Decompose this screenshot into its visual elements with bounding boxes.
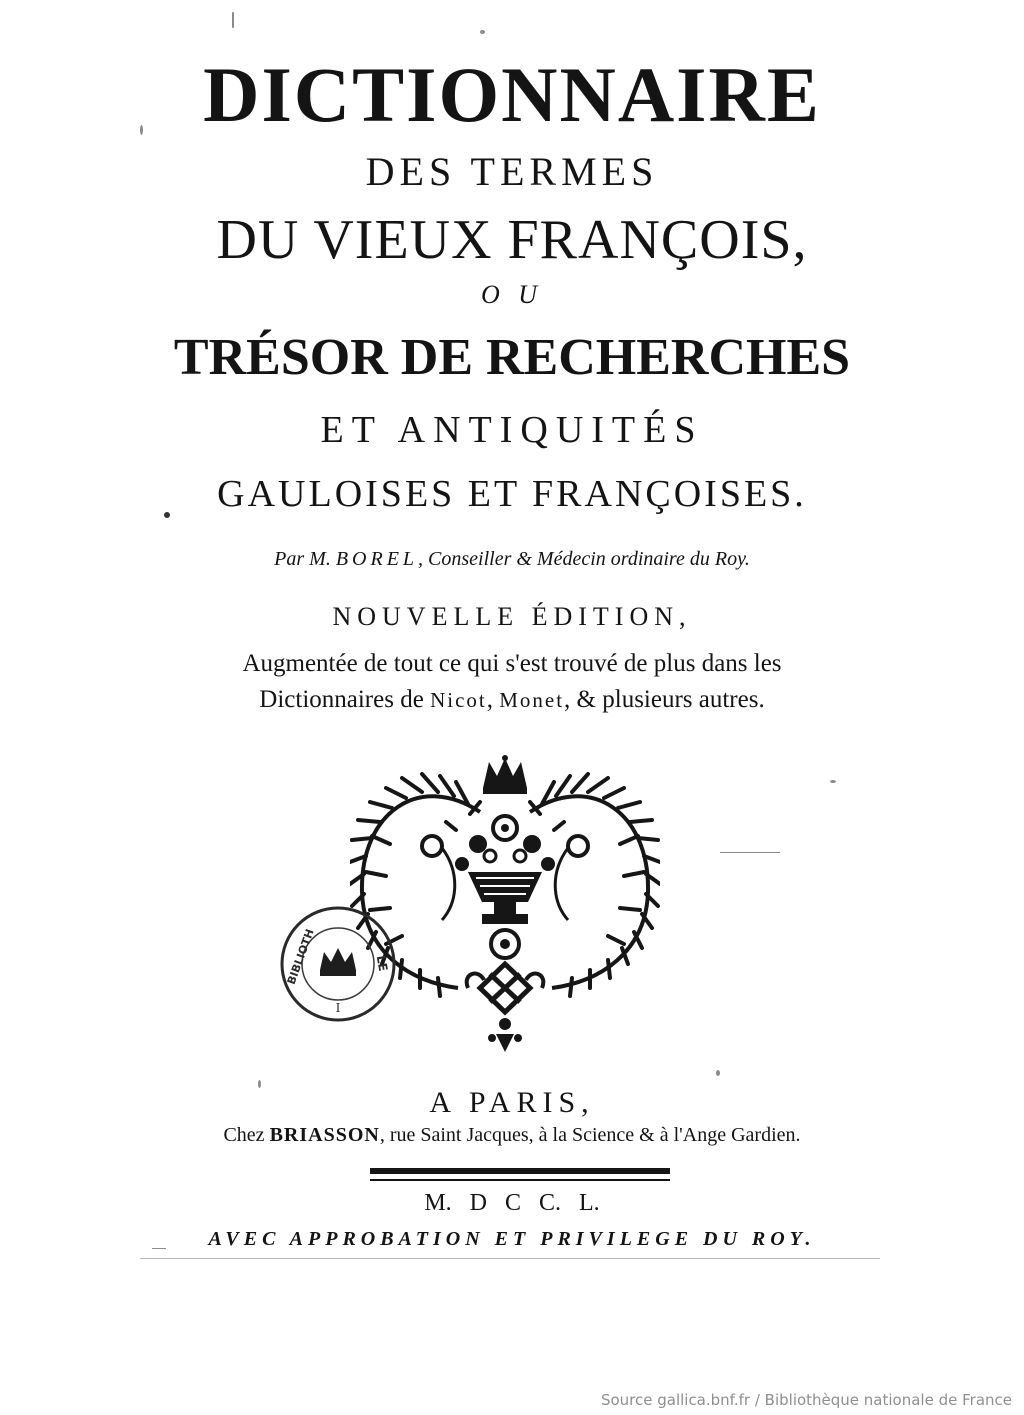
stamp-text-right: LE [373,954,391,973]
imprint-year: M. D C C. L. [424,1190,600,1216]
book-title: DICTIONNAIRE [203,51,821,138]
augmentation-suffix: , & plusieurs autres. [564,686,765,713]
imprint-place: A PARIS, [429,1086,595,1119]
stamp-text-bottom: I [335,1001,341,1015]
augmentation-prefix: Dictionnaires de [259,686,424,713]
scan-speck [480,30,485,34]
author-name: BOREL [335,548,419,570]
imprint-publisher [0,1124,1024,1147]
augmentation-name-nicot: Nicot [430,688,487,712]
publisher-prefix: Chez [223,1124,265,1146]
author-prefix: Par M. [274,548,331,570]
subtitle-antiquites: ET ANTIQUITÉS [320,409,704,451]
edition-line: NOUVELLE ÉDITION, [332,602,692,631]
imprint-rule-thick [370,1168,670,1174]
scan-speck [830,780,836,783]
scan-speck [720,852,780,853]
author-suffix: , Conseiller & Médecin ordinaire du Roy. [418,548,750,570]
scan-speck [232,12,234,28]
subtitle-tresor: TRÉSOR DE RECHERCHES [173,329,851,386]
subtitle-gauloises: GAULOISES ET FRANÇOISES. [217,473,807,515]
stamp-crown-icon [320,948,356,976]
bottom-rule [140,1258,880,1259]
library-stamp [274,900,402,1028]
subtitle-des-termes: DES TERMES [365,149,659,194]
augmentation-name-monet: Monet [499,688,565,712]
augmentation-separator: , [486,686,493,713]
publisher-address: , rue Saint Jacques, à la Science & à l'Ange Gardien. [379,1124,801,1146]
subtitle-conjunction: O U [480,280,544,309]
source-credit: Source gallica.bnf.fr / Bibliothèque nationale de France [600,1391,1012,1409]
royal-privilege: AVEC APPROBATION ET PRIVILEGE DU ROY. [208,1228,816,1250]
author-line [0,548,1024,571]
subtitle-vieux-francois: DU VIEUX FRANÇOIS, [216,209,808,271]
publisher-name: BRIASSON [269,1124,380,1146]
augmentation-line-1: Augmentée de tout ce qui s'est trouvé de plus dans les [242,650,782,677]
augmentation-line-2 [0,686,1024,714]
imprint-rule-thin [370,1179,670,1181]
scan-speck [716,1070,720,1076]
stamp-text-left: BIBLIOTH [284,927,317,987]
